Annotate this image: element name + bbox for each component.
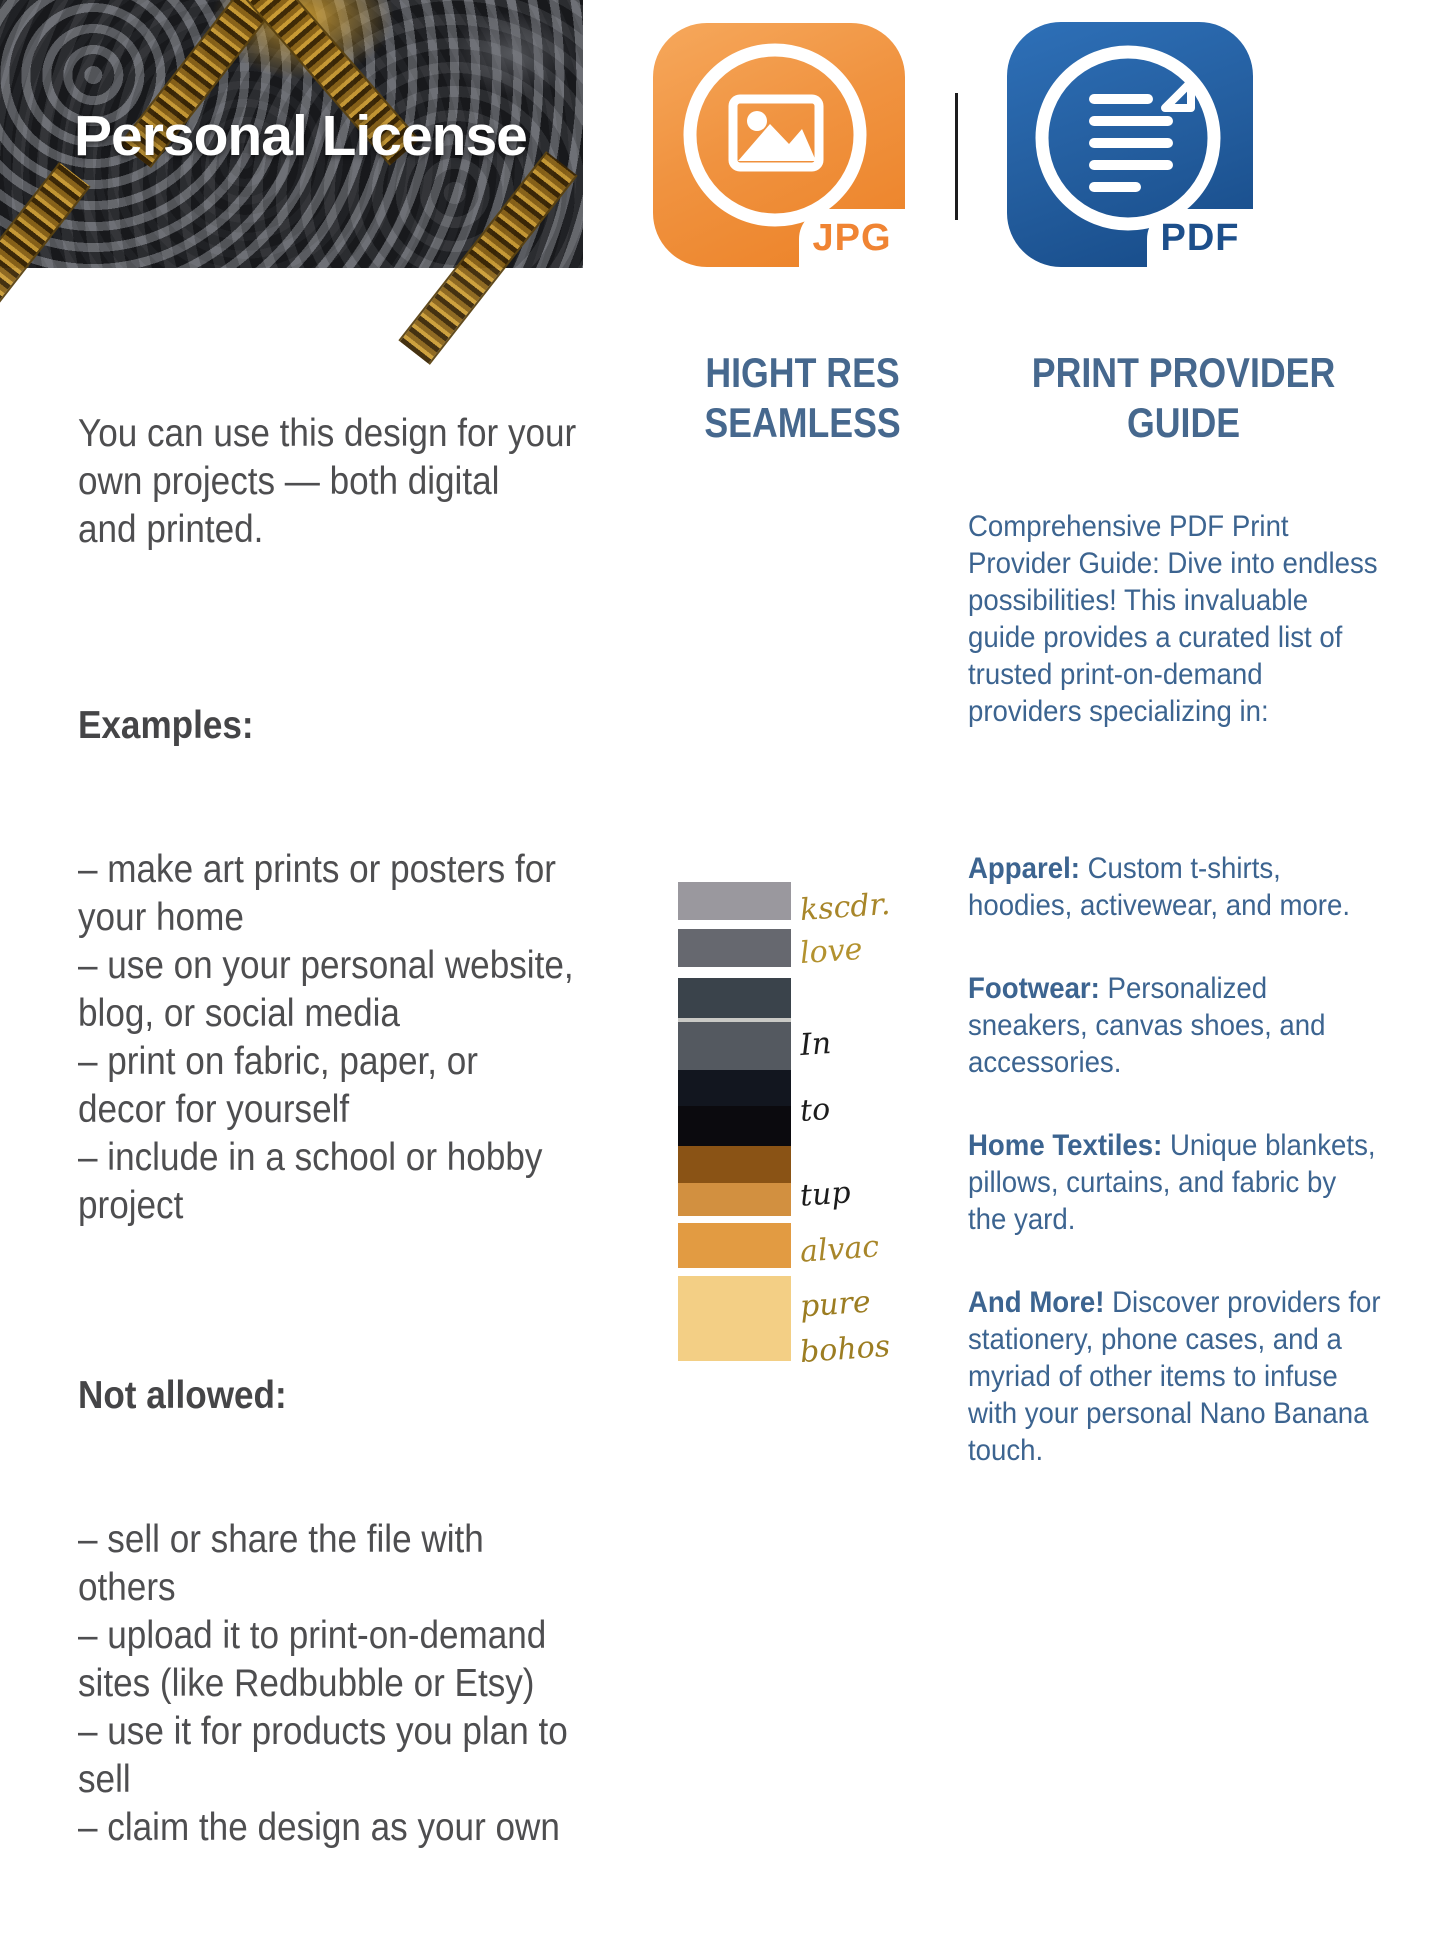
guide-intro: Comprehensive PDF Print Provider Guide: Dive into endless possibilities! This invaluable guide provides a curated list of trusted print-on-demand providers specializing in: bbox=[968, 510, 1378, 728]
jpg-badge: JPG bbox=[799, 209, 905, 267]
palette-label: alvac bbox=[798, 1229, 881, 1270]
guide-section-lead: And More! bbox=[968, 1286, 1105, 1319]
license-column bbox=[78, 314, 582, 1948]
palette-label: love bbox=[798, 931, 864, 972]
palette-swatch bbox=[678, 882, 791, 920]
guide-section-lead: Home Textiles: bbox=[968, 1129, 1163, 1162]
palette-swatch bbox=[678, 1183, 791, 1216]
guide-section-lead: Apparel: bbox=[968, 852, 1080, 885]
guide-section bbox=[968, 850, 1400, 924]
hero-title: Personal License bbox=[74, 104, 527, 168]
palette-label: to bbox=[798, 1091, 832, 1130]
guide-section-lead: Footwear: bbox=[968, 972, 1100, 1005]
jpg-heading bbox=[640, 298, 910, 498]
palette-swatch bbox=[678, 929, 791, 967]
pdf-file-icon bbox=[1007, 22, 1253, 267]
palette-swatch bbox=[678, 1223, 791, 1268]
palette-swatch bbox=[678, 1106, 791, 1146]
pdf-badge: PDF bbox=[1147, 209, 1253, 267]
guide-section-text: Custom t-shirts, hoodies, activewear, and more. bbox=[968, 852, 1351, 922]
palette-swatch bbox=[678, 1022, 791, 1070]
guide-section bbox=[968, 970, 1400, 1081]
gold-greek-key-band bbox=[0, 162, 91, 368]
palette-label: kscdr. bbox=[798, 886, 892, 929]
examples-list: – make art prints or posters for your home – use on your personal website, blog, or social media – print on fabric, paper, or decor for yourself – include in a school or hobby project bbox=[78, 848, 574, 1227]
guide-section bbox=[968, 1284, 1400, 1469]
guide-section-text: Discover providers for stationery, phone cases, and a myriad of other items to infuse with your personal Nano Banana touch. bbox=[968, 1286, 1381, 1467]
not-allowed-heading: Not allowed: bbox=[78, 1374, 287, 1417]
pdf-heading-text: PRINT PROVIDER GUIDE bbox=[1031, 349, 1335, 446]
palette-labels bbox=[798, 882, 930, 1371]
palette-label: tup bbox=[798, 1175, 852, 1214]
palette-swatch bbox=[678, 1276, 791, 1361]
not-allowed-list: – sell or share the file with others – upload it to print-on-demand sites (like Redbubble or Etsy) – use it for products you plan to sell – claim the design as your own bbox=[78, 1518, 568, 1849]
palette-label: pure bbox=[798, 1284, 872, 1325]
guide-sections bbox=[968, 850, 1400, 1469]
color-palette bbox=[678, 882, 923, 1371]
vertical-divider bbox=[955, 93, 958, 220]
guide-column bbox=[968, 434, 1400, 1589]
guide-section-text: Unique blankets, pillows, curtains, and fabric by the yard. bbox=[968, 1129, 1376, 1236]
jpg-heading-text: HIGHT RES SEAMLESS bbox=[704, 349, 901, 446]
palette-label: bohos bbox=[798, 1328, 892, 1371]
guide-section bbox=[968, 1127, 1400, 1238]
guide-section-text: Personalized sneakers, canvas shoes, and accessories. bbox=[968, 972, 1326, 1079]
examples-heading: Examples: bbox=[78, 704, 254, 747]
hero-pattern-image bbox=[0, 0, 583, 268]
license-intro: You can use this design for your own projects — both digital and printed. bbox=[78, 412, 577, 551]
palette-swatch bbox=[678, 1146, 791, 1183]
palette-label: In bbox=[798, 1025, 833, 1064]
palette-swatches bbox=[678, 882, 791, 1361]
jpg-file-icon bbox=[653, 23, 905, 267]
palette-swatch bbox=[678, 1070, 791, 1106]
palette-swatch bbox=[678, 978, 791, 1018]
